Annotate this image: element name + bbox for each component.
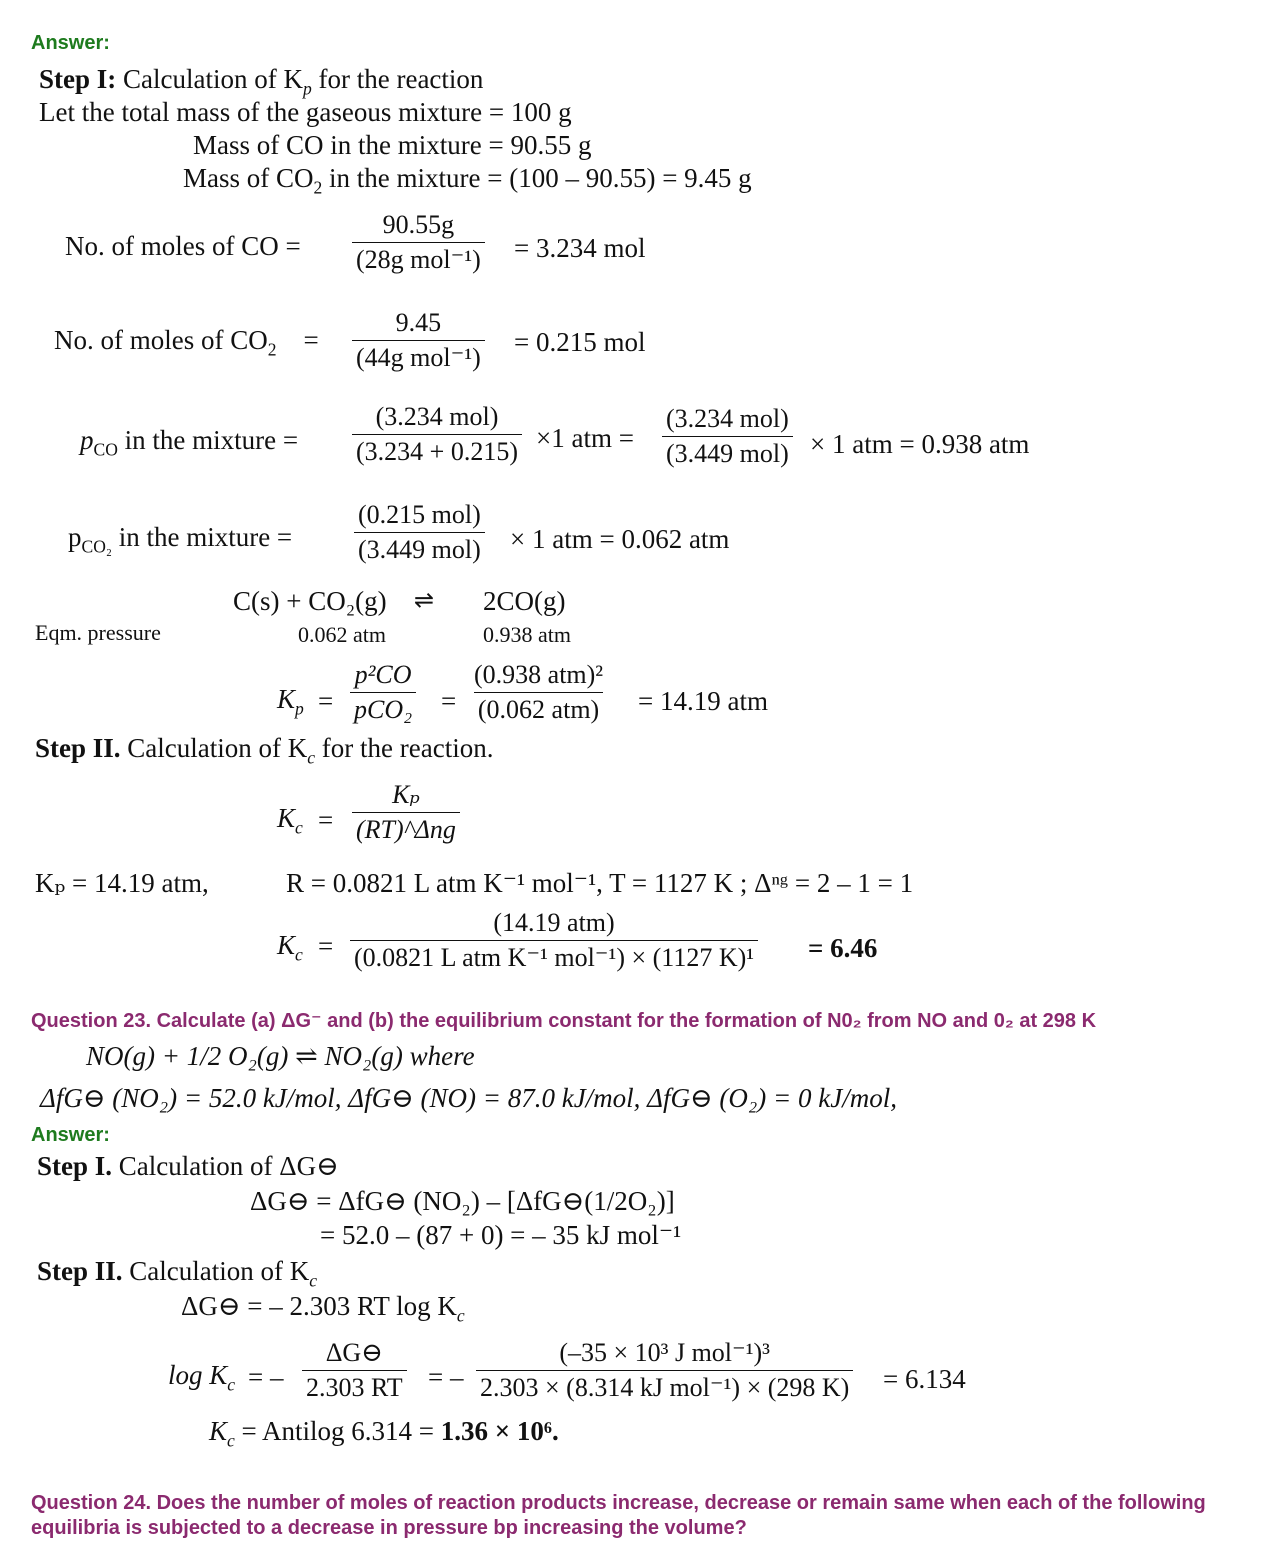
logk-fraction-1: $\frac{\Delta G⊖}{2.303 RT}$ [302, 1340, 407, 1401]
reaction-left: C(s) + CO₂(g) [233, 586, 387, 616]
kc2-result: = 6.46 [808, 933, 878, 963]
total-mass-line: Let the total mass of the gaseous mixture = 100 g [39, 97, 572, 127]
pco2-result: × 1 atm = 0.062 atm [510, 524, 730, 554]
logk-label: $\log K_c$ [168, 1360, 236, 1395]
kp-label: $K_p$ [277, 684, 304, 719]
logk-fraction-2: (–35 × 10³ J mol⁻¹)³ 2.303 × (8.314 kJ mol⁻¹) × (298 K) [476, 1340, 853, 1401]
pco-fraction-2: (3.234 mol) (3.449 mol) [662, 406, 793, 467]
kp-fraction-2: (0.938 atm)² (0.062 atm) [474, 660, 604, 724]
mass-co2-line: Mass of $CO_2$ in the mixture = (100 – 90.55) = 9.45 g [183, 163, 752, 198]
moles-co2-result: = 0.215 mol [514, 327, 646, 357]
eqm-pressure-co2: 0.062 atm [298, 622, 386, 647]
pco-mid: ×1 atm = [536, 423, 634, 453]
moles-co2-fraction: 9.45 (44g mol⁻¹) [352, 310, 485, 371]
pco2-label: $p_{CO_2}$ in the mixture = [68, 522, 293, 557]
question-24-line-1: Question 24. Does the number of moles of reaction products increase, decrease or remain same when each of the following [31, 1492, 1206, 1514]
step-2-title: Step II. Calculation of $K_c$ for the reaction. [35, 733, 494, 768]
logk-result: = 6.134 [883, 1364, 966, 1394]
dg-line-1: ΔG⊖ = ΔfG⊖ (NO₂) – [ΔfG⊖(1/2O₂)] [250, 1186, 675, 1216]
equilibrium-arrow-icon: ⇌ [414, 586, 435, 614]
step-1-dg-title: Step I. Calculation of ΔG⊖ [37, 1151, 339, 1181]
given-kp: Kₚ = 14.19 atm, [35, 868, 209, 898]
step-2-kc-title: Step II. Calculation of $K_c$ [37, 1256, 318, 1291]
kc-fraction: Kₚ (RT)^Δng [352, 782, 460, 843]
kp-eq-2: = [441, 686, 457, 716]
kc2-fraction: (14.19 atm) (0.0821 L atm K⁻¹ mol⁻¹) × (1127 K)¹ [350, 910, 758, 971]
pco-label: $p_{CO}$ in the mixture = [80, 425, 299, 460]
moles-co-result: = 3.234 mol [514, 233, 646, 263]
reaction-right: 2CO(g) [483, 586, 566, 616]
logk-eq-2: = – [428, 1362, 464, 1392]
eqm-pressure-co: 0.938 atm [483, 622, 571, 647]
pco-result: × 1 atm = 0.938 atm [810, 429, 1030, 459]
kc2-eq: = [318, 931, 334, 961]
kp-fraction-1: p²CO pCO₂ [350, 662, 416, 723]
q23-reaction: NO(g) + 1/2 O₂(g) ⇌ NO₂(g) where [86, 1041, 475, 1071]
pco2-fraction: (0.215 mol) (3.449 mol) [354, 502, 485, 563]
given-constants: R = 0.0821 L atm K⁻¹ mol⁻¹, T = 1127 K ; Δⁿᵍ = 2 – 1 = 1 [286, 868, 914, 898]
kp-eq: = [318, 686, 334, 716]
mass-co-line: Mass of CO in the mixture = 90.55 g [193, 130, 592, 160]
kc-label: $K_c$ [277, 803, 303, 838]
answer-label: Answer: [31, 32, 110, 54]
moles-co2-label: No. of moles of $CO_2$ = [54, 325, 319, 360]
answer-label-2: Answer: [31, 1124, 110, 1146]
q23-data: ΔfG⊖ (NO₂) = 52.0 kJ/mol, ΔfG⊖ (NO) = 87.0 kJ/mol, ΔfG⊖ (O₂) = 0 kJ/mol, [40, 1083, 897, 1113]
dg-rt-line: ΔG⊖ = – 2.303 RT $\log K_c$ [181, 1291, 465, 1326]
kc2-label: $K_c$ [277, 930, 303, 965]
kp-result: = 14.19 atm [638, 686, 768, 716]
question-24-line-2: equilibria is subjected to a decrease in pressure bp increasing the volume? [31, 1517, 747, 1539]
moles-co-fraction: 90.55g (28g mol⁻¹) [352, 212, 485, 273]
step-1-title: Step I: Calculation of $K_p$ for the reaction [39, 64, 484, 99]
logk-eq: = – [248, 1362, 284, 1392]
kc-antilog-line: $K_c$ = Antilog 6.314 = 1.36 × 10⁶. [209, 1416, 559, 1451]
pco-fraction-1: (3.234 mol) (3.234 + 0.215) [352, 404, 522, 465]
dg-line-2: = 52.0 – (87 + 0) = – 35 kJ mol⁻¹ [320, 1220, 682, 1250]
question-23: Question 23. Calculate (a) ΔG⁻ and (b) the equilibrium constant for the formation of N0₂ from NO and 0₂ at 298 K [31, 1010, 1097, 1032]
kc-eq: = [318, 805, 334, 835]
eqm-pressure-label: Eqm. pressure [35, 620, 161, 645]
moles-co-label: No. of moles of CO = [65, 231, 301, 261]
